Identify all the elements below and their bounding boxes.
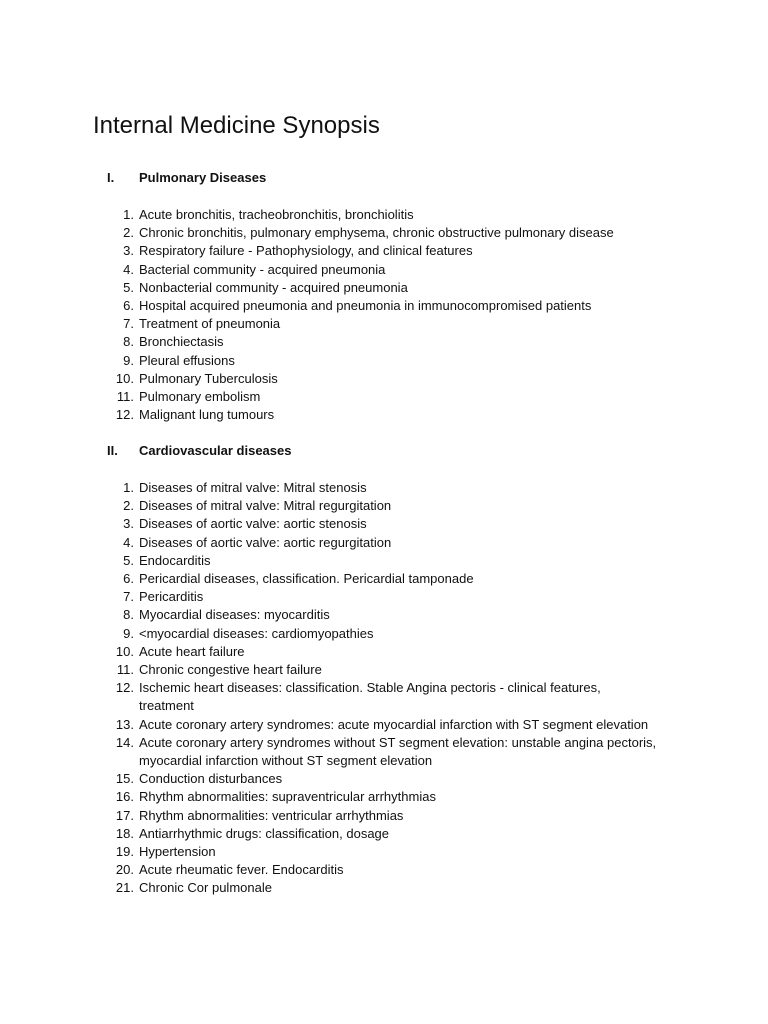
list-item-number: 7. <box>123 589 134 605</box>
list-item-number: 10. <box>115 643 134 659</box>
list-item-text: Ischemic heart diseases: classification. Stable Angina pectoris - clinical features, treatment <box>139 680 601 714</box>
section-numeral: I. <box>107 170 115 185</box>
list-item-text: Acute coronary artery syndromes without ST segment elevation: unstable angina pectoris, myocardial infarction without ST segment elevation <box>139 734 657 769</box>
list-item <box>0 479 768 497</box>
list-item-number: 21. <box>115 880 134 896</box>
list-item-number: 8. <box>123 607 134 623</box>
list-item-number: 18. <box>115 825 134 841</box>
list-item-number: 5. <box>123 552 134 568</box>
list-item-text: Malignant lung tumours <box>139 407 275 423</box>
list-item-text: Pulmonary Tuberculosis <box>139 370 278 386</box>
list-item-text: Rhythm abnormalities: ventricular arrhythmias <box>139 807 404 823</box>
list-item-number: 5. <box>123 279 134 295</box>
list-item-number: 14. <box>115 734 134 750</box>
list-item-text: Endocarditis <box>139 552 211 568</box>
list-item-text: Pulmonary embolism <box>139 389 261 405</box>
list-item-number: 3. <box>123 243 134 259</box>
list-item-text: Bacterial community - acquired pneumonia <box>139 261 386 277</box>
list-item <box>0 534 768 552</box>
list-item-number: 2. <box>123 498 134 514</box>
list-item-number: 6. <box>123 571 134 587</box>
list-item-number: 12. <box>115 680 134 696</box>
list-item <box>0 788 768 806</box>
list-item <box>0 279 768 297</box>
pulmonary-topic-list <box>0 206 768 424</box>
list-item-number: 20. <box>115 862 134 878</box>
list-item-text: Pleural effusions <box>139 352 235 368</box>
list-item-number: 1. <box>123 207 134 222</box>
cardiovascular-topic-list <box>0 479 768 898</box>
list-item-text: Chronic bronchitis, pulmonary emphysema, chronic obstructive pulmonary disease <box>139 225 614 241</box>
list-item-text: Acute bronchitis, tracheobronchitis, bronchiolitis <box>139 207 414 222</box>
list-item-number: 7. <box>123 316 134 332</box>
list-item-number: 16. <box>115 789 134 805</box>
list-item <box>0 224 768 242</box>
list-item-text: <myocardial diseases: cardiomyopathies <box>139 625 374 641</box>
list-item-text: Rhythm abnormalities: supraventricular arrhythmias <box>139 789 436 805</box>
list-item <box>0 661 768 679</box>
list-item-text: Nonbacterial community - acquired pneumonia <box>139 279 408 295</box>
list-item <box>0 206 768 224</box>
list-item-text: Acute heart failure <box>139 643 245 659</box>
list-item-number: 8. <box>123 334 134 350</box>
list-item <box>0 770 768 788</box>
list-item-number: 12. <box>115 407 134 423</box>
list-item-text: Hypertension <box>139 844 216 860</box>
section-heading-pulmonary <box>0 169 768 187</box>
list-item <box>0 552 768 570</box>
list-item-number: 9. <box>123 352 134 368</box>
list-item-text: Pericarditis <box>139 589 204 605</box>
list-item-text: Myocardial diseases: myocarditis <box>139 607 330 623</box>
list-item-text: Diseases of mitral valve: Mitral stenosis <box>139 480 367 495</box>
list-item <box>0 406 768 424</box>
list-item <box>0 261 768 279</box>
list-item <box>0 825 768 843</box>
list-item-text: Hospital acquired pneumonia and pneumonia in immunocompromised patients <box>139 298 592 314</box>
list-item <box>0 879 768 897</box>
list-item <box>0 315 768 333</box>
list-item-number: 11. <box>116 389 134 405</box>
list-item-number: 1. <box>123 480 134 495</box>
list-item-text: Diseases of aortic valve: aortic stenosis <box>139 516 367 532</box>
list-item-number: 4. <box>123 261 134 277</box>
list-item-text: Chronic congestive heart failure <box>139 662 322 678</box>
list-item-number: 19. <box>115 844 134 860</box>
list-item <box>0 625 768 643</box>
list-item-text: Acute rheumatic fever. Endocarditis <box>139 862 344 878</box>
list-item-text: Conduction disturbances <box>139 771 283 787</box>
list-item-text: Treatment of pneumonia <box>139 316 281 332</box>
document-title: Internal Medicine Synopsis <box>93 112 380 139</box>
list-item-text: Respiratory failure - Pathophysiology, and clinical features <box>139 243 473 259</box>
list-item <box>0 843 768 861</box>
list-item-text: Chronic Cor pulmonale <box>139 880 272 896</box>
list-item-number: 4. <box>123 534 134 550</box>
list-item-number: 13. <box>115 716 134 732</box>
list-item <box>0 679 768 715</box>
list-item-text: Pericardial diseases, classification. Pericardial tamponade <box>139 571 474 587</box>
list-item-number: 17. <box>115 807 134 823</box>
list-item <box>0 388 768 406</box>
list-item <box>0 606 768 624</box>
list-item-number: 10. <box>115 370 134 386</box>
list-item <box>0 861 768 879</box>
list-item <box>0 734 768 770</box>
list-item-text: Antiarrhythmic drugs: classification, dosage <box>139 825 390 841</box>
list-item <box>0 370 768 388</box>
list-item <box>0 352 768 370</box>
section-numeral: II. <box>107 443 118 458</box>
list-item <box>0 297 768 315</box>
list-item <box>0 333 768 351</box>
list-item <box>0 643 768 661</box>
list-item-text: Diseases of mitral valve: Mitral regurgitation <box>139 498 392 514</box>
list-item <box>0 515 768 533</box>
list-item-number: 3. <box>123 516 134 532</box>
list-item-number: 11. <box>116 662 134 678</box>
section-heading-cardiovascular <box>0 442 768 460</box>
section-title: Cardiovascular diseases <box>139 443 292 458</box>
section-title: Pulmonary Diseases <box>139 170 267 185</box>
list-item <box>0 570 768 588</box>
list-item-number: 2. <box>123 225 134 241</box>
list-item-text: Diseases of aortic valve: aortic regurgitation <box>139 534 392 550</box>
list-item-text: Acute coronary artery syndromes: acute myocardial infarction with ST segment elevation <box>139 716 649 732</box>
list-item <box>0 588 768 606</box>
list-item-number: 15. <box>115 771 134 787</box>
list-item <box>0 497 768 515</box>
list-item <box>0 716 768 734</box>
list-item-number: 6. <box>123 298 134 314</box>
list-item <box>0 807 768 825</box>
list-item <box>0 242 768 260</box>
list-item-text: Bronchiectasis <box>139 334 224 350</box>
list-item-number: 9. <box>123 625 134 641</box>
